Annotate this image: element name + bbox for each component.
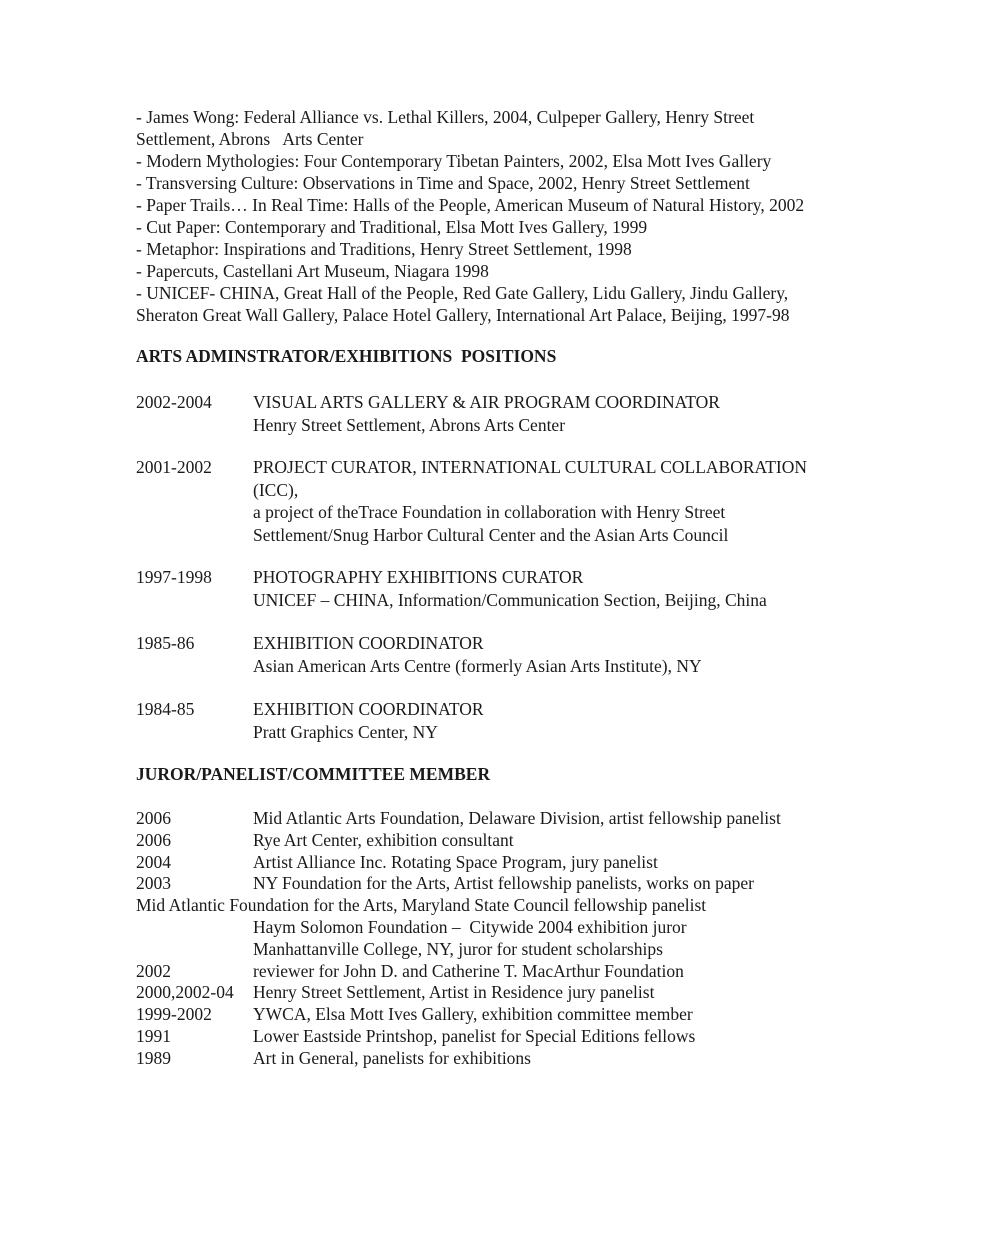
juror-row	[136, 852, 896, 874]
juror-text: Mid Atlantic Foundation for the Arts, Maryland State Council fellowship panelist	[136, 895, 707, 916]
juror-row	[136, 873, 896, 895]
position-year: 1984-85	[136, 699, 195, 719]
juror-text: Art in General, panelists for exhibitions	[253, 1047, 531, 1068]
juror-text: Artist Alliance Inc. Rotating Space Program, jury panelist	[253, 851, 658, 872]
exhibition-line: - Papercuts, Castellani Art Museum, Niagara 1998	[136, 261, 489, 281]
juror-year: 1999-2002	[136, 1004, 212, 1025]
position-title: PHOTOGRAPHY EXHIBITIONS CURATOR	[253, 567, 584, 587]
juror-text: Lower Eastside Printshop, panelist for Special Editions fellows	[253, 1025, 696, 1046]
position-year: 2002-2004	[136, 392, 212, 412]
positions-heading: ARTS ADMINSTRATOR/EXHIBITIONS POSITIONS	[136, 346, 557, 366]
exhibition-line: - James Wong: Federal Alliance vs. Lethal Killers, 2004, Culpeper Gallery, Henry Street	[136, 107, 755, 127]
position-detail: UNICEF – CHINA, Information/Communication Section, Beijing, China	[253, 589, 767, 610]
exhibition-line: Settlement, Abrons Arts Center	[136, 129, 364, 149]
juror-row	[136, 1026, 896, 1048]
juror-year: 2003	[136, 873, 171, 894]
position-title: EXHIBITION COORDINATOR	[253, 633, 484, 653]
exhibition-line: - UNICEF- CHINA, Great Hall of the People, Red Gate Gallery, Lidu Gallery, Jindu Gallery,	[136, 283, 789, 303]
juror-year: 2002	[136, 960, 171, 981]
juror-year: 2000,2002-04	[136, 982, 234, 1003]
juror-row	[136, 982, 896, 1004]
juror-row	[136, 808, 896, 830]
position-title: EXHIBITION COORDINATOR	[253, 699, 484, 719]
juror-year: 1989	[136, 1047, 171, 1068]
juror-text: Henry Street Settlement, Artist in Residence jury panelist	[253, 982, 655, 1003]
juror-row	[136, 830, 896, 852]
exhibition-line: - Metaphor: Inspirations and Traditions, Henry Street Settlement, 1998	[136, 239, 632, 259]
exhibition-line: - Paper Trails… In Real Time: Halls of the People, American Museum of Natural History, 2002	[136, 195, 805, 215]
position-detail: Pratt Graphics Center, NY	[253, 721, 438, 742]
juror-year: 2006	[136, 808, 171, 828]
position-detail: Asian American Arts Centre (formerly Asian Arts Institute), NY	[253, 655, 702, 676]
exhibition-line: - Modern Mythologies: Four Contemporary Tibetan Painters, 2002, Elsa Mott Ives Gallery	[136, 151, 772, 171]
juror-text: Manhattanville College, NY, juror for student scholarships	[253, 938, 663, 959]
position-year: 1985-86	[136, 633, 195, 653]
juror-year: 2004	[136, 851, 171, 872]
juror-year: 1991	[136, 1025, 171, 1046]
exhibition-line: Sheraton Great Wall Gallery, Palace Hotel Gallery, International Art Palace, Beijing, 1997-98	[136, 305, 790, 325]
position-detail: a project of theTrace Foundation in collaboration with Henry Street	[253, 502, 726, 522]
exhibition-line: - Transversing Culture: Observations in Time and Space, 2002, Henry Street Settlement	[136, 173, 750, 193]
juror-row	[136, 961, 896, 983]
position-detail: Settlement/Snug Harbor Cultural Center and the Asian Arts Council	[253, 524, 729, 545]
juror-row	[136, 1048, 896, 1070]
juror-row	[136, 917, 896, 939]
juror-text: NY Foundation for the Arts, Artist fellowship panelists, works on paper	[253, 873, 754, 894]
position-detail: Henry Street Settlement, Abrons Arts Center	[253, 414, 566, 435]
juror-text: Mid Atlantic Arts Foundation, Delaware Division, artist fellowship panelist	[253, 808, 781, 828]
juror-row	[136, 895, 896, 917]
exhibition-line: - Cut Paper: Contemporary and Traditional, Elsa Mott Ives Gallery, 1999	[136, 217, 648, 237]
exhibitions-list	[136, 106, 896, 326]
juror-text: reviewer for John D. and Catherine T. MacArthur Foundation	[253, 960, 684, 981]
juror-row	[136, 1004, 896, 1026]
position-year: 2001-2002	[136, 457, 212, 477]
juror-row	[136, 939, 896, 961]
juror-heading: JUROR/PANELIST/COMMITTEE MEMBER	[136, 764, 491, 784]
juror-text: YWCA, Elsa Mott Ives Gallery, exhibition committee member	[253, 1004, 693, 1025]
juror-text: Haym Solomon Foundation – Citywide 2004 exhibition juror	[253, 916, 687, 937]
position-title: PROJECT CURATOR, INTERNATIONAL CULTURAL COLLABORATION	[253, 457, 808, 477]
juror-list	[136, 808, 896, 1070]
juror-year: 2006	[136, 829, 171, 850]
position-detail: (ICC),	[253, 479, 299, 500]
position-title: VISUAL ARTS GALLERY & AIR PROGRAM COORDINATOR	[253, 392, 720, 412]
position-year: 1997-1998	[136, 567, 212, 587]
juror-text: Rye Art Center, exhibition consultant	[253, 829, 514, 850]
